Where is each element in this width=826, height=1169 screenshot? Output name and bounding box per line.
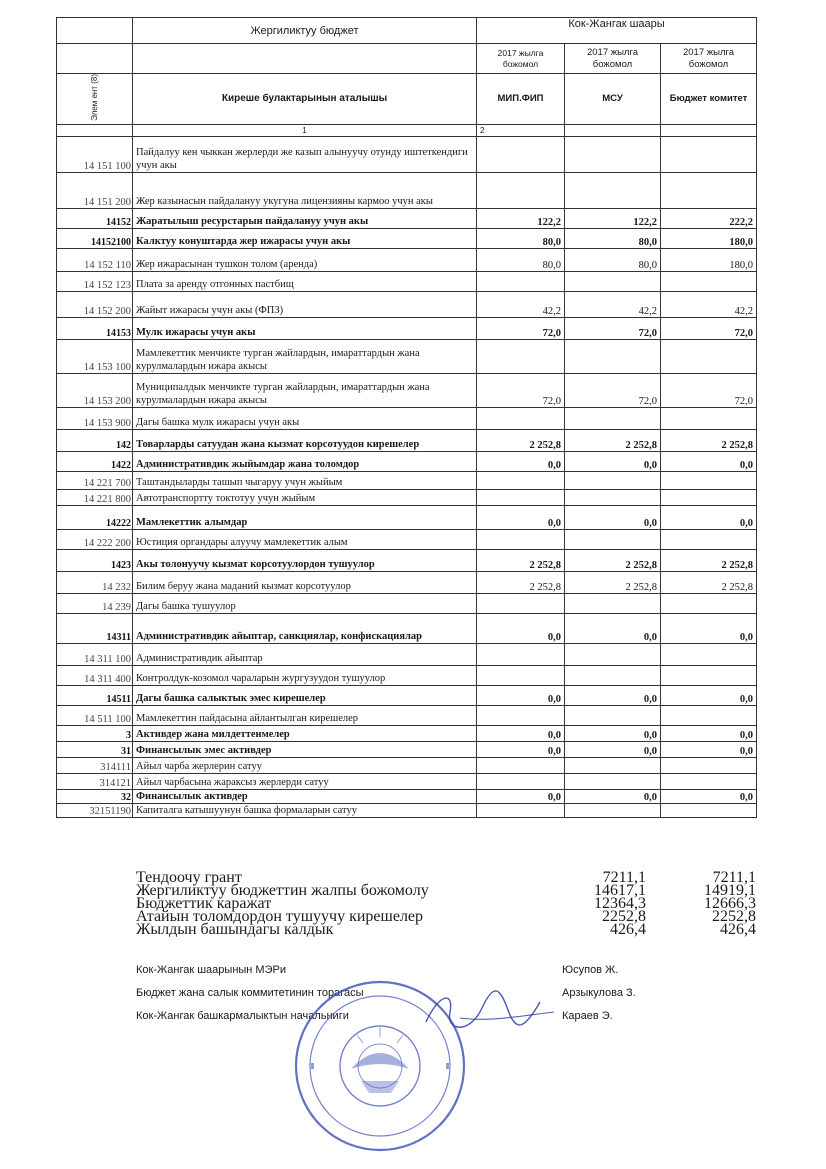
table-row <box>57 773 757 789</box>
row-value-msu: 2 252,8 <box>565 571 661 593</box>
row-value-msu <box>565 172 661 208</box>
blank-cell <box>565 124 661 136</box>
table-row <box>57 172 757 208</box>
row-code: 14152100 <box>57 228 133 248</box>
summary-value-committee: 12666,3 <box>704 895 756 912</box>
summary-label: Бюджеттик каражат <box>136 895 272 912</box>
table-row <box>57 489 757 505</box>
row-code: 14311 <box>57 613 133 643</box>
col2-year: 2017 жылга божомол <box>565 44 661 74</box>
row-code: 3 <box>57 725 133 741</box>
row-value-committee <box>661 773 757 789</box>
row-value-committee: 180,0 <box>661 228 757 248</box>
row-code: 14152 <box>57 208 133 228</box>
row-value-committee: 72,0 <box>661 373 757 407</box>
signatory-name: Арзыкулова З. <box>562 987 636 999</box>
row-value-msu <box>565 803 661 817</box>
blank-cell <box>133 44 477 74</box>
row-value-msu: 0,0 <box>565 789 661 803</box>
row-code: 14 311 400 <box>57 665 133 685</box>
row-value-mip: 42,2 <box>477 291 565 317</box>
row-value-committee <box>661 407 757 429</box>
table-row <box>57 373 757 407</box>
row-code: 14 153 200 <box>57 373 133 407</box>
element-code-label: Элем ент (8) <box>90 74 99 121</box>
row-value-msu <box>565 136 661 172</box>
element-code-header <box>57 74 133 125</box>
row-code: 14 153 100 <box>57 339 133 373</box>
row-value-msu <box>565 665 661 685</box>
row-name: Дагы башка салыктык эмес кирешелер <box>133 685 477 705</box>
row-value-msu: 80,0 <box>565 228 661 248</box>
summary-value-committee: 426,4 <box>720 921 756 938</box>
row-value-mip <box>477 773 565 789</box>
row-value-msu <box>565 489 661 505</box>
row-value-committee: 2 252,8 <box>661 571 757 593</box>
row-value-msu: 2 252,8 <box>565 549 661 571</box>
signatory-name: Караев Э. <box>562 1010 613 1022</box>
summary-row <box>80 869 756 886</box>
row-value-mip <box>477 643 565 665</box>
row-name: Дагы башка тушуулор <box>133 593 477 613</box>
row-code: 14 311 100 <box>57 643 133 665</box>
row-value-mip: 0,0 <box>477 505 565 529</box>
row-code: 32 <box>57 789 133 803</box>
row-value-msu <box>565 407 661 429</box>
col1-year: 2017 жылга божомол <box>477 44 565 74</box>
row-name: Контролдук-козомол чараларын жургузуудон тушуулор <box>133 665 477 685</box>
row-code: 14 152 123 <box>57 271 133 291</box>
budget-document <box>56 17 756 818</box>
row-value-mip <box>477 593 565 613</box>
row-value-msu: 72,0 <box>565 317 661 339</box>
table-row <box>57 613 757 643</box>
row-value-committee <box>661 339 757 373</box>
handwritten-signature <box>420 982 560 1042</box>
summary-row <box>80 908 756 925</box>
row-value-committee: 0,0 <box>661 789 757 803</box>
row-value-committee <box>661 271 757 291</box>
row-name: Дагы башка мулк ижарасы учун акы <box>133 407 477 429</box>
row-value-mip: 0,0 <box>477 741 565 757</box>
row-value-msu <box>565 705 661 725</box>
row-name: Пайдалуу кен чыккан жерлерди же казып алынуучу отунду иштеткендиги учун акы <box>133 136 477 172</box>
row-value-msu <box>565 339 661 373</box>
index-1: 1 <box>133 124 477 136</box>
table-row <box>57 291 757 317</box>
row-value-mip: 72,0 <box>477 373 565 407</box>
row-value-mip <box>477 172 565 208</box>
row-code: 14 511 100 <box>57 705 133 725</box>
summary-row <box>80 882 756 899</box>
row-code: 314111 <box>57 757 133 773</box>
row-value-mip: 72,0 <box>477 317 565 339</box>
summary-row <box>80 895 756 912</box>
row-value-committee: 72,0 <box>661 317 757 339</box>
row-value-mip <box>477 529 565 549</box>
row-value-msu: 72,0 <box>565 373 661 407</box>
row-value-committee: 222,2 <box>661 208 757 228</box>
signature-line <box>80 964 760 978</box>
row-code: 14 221 700 <box>57 471 133 489</box>
row-name: Административдик жыйымдар жана толомдор <box>133 451 477 471</box>
summary-value-committee: 7211,1 <box>712 869 756 886</box>
table-row <box>57 471 757 489</box>
element-header-blank <box>57 18 133 44</box>
row-value-committee: 2 252,8 <box>661 549 757 571</box>
row-value-mip: 80,0 <box>477 228 565 248</box>
signatory-name: Юсупов Ж. <box>562 964 619 976</box>
row-value-mip <box>477 489 565 505</box>
row-code: 14511 <box>57 685 133 705</box>
row-value-mip: 0,0 <box>477 613 565 643</box>
blank-cell <box>57 124 133 136</box>
row-code: 1422 <box>57 451 133 471</box>
row-value-committee: 42,2 <box>661 291 757 317</box>
table-row <box>57 339 757 373</box>
col-name-header: Киреше булактарынын аталышы <box>133 74 477 125</box>
row-value-mip <box>477 705 565 725</box>
row-value-msu <box>565 271 661 291</box>
summary-value-committee: 14919,1 <box>704 882 756 899</box>
signatory-role: Кок-Жангак шаарынын МЭРи <box>136 964 286 976</box>
row-code: 14 151 100 <box>57 136 133 172</box>
row-value-committee <box>661 803 757 817</box>
table-row <box>57 271 757 291</box>
row-value-mip: 0,0 <box>477 685 565 705</box>
row-value-msu <box>565 471 661 489</box>
row-name: Плата за аренду отгонных пастбищ <box>133 271 477 291</box>
row-value-mip <box>477 339 565 373</box>
summary-label: Жергиликтуу бюджеттин жалпы божомолу <box>136 882 429 899</box>
table-row <box>57 248 757 271</box>
row-value-msu <box>565 643 661 665</box>
row-value-mip <box>477 757 565 773</box>
row-name: Таштандыларды ташып чыгаруу учун жыйым <box>133 471 477 489</box>
row-name: Мамлекеттин пайдасына айлантылган кирешелер <box>133 705 477 725</box>
col3-year: 2017 жылга божомол <box>661 44 757 74</box>
row-name: Автотранспортту токтотуу учун жыйым <box>133 489 477 505</box>
table-row <box>57 803 757 817</box>
table-row <box>57 685 757 705</box>
row-name: Финансылык эмес активдер <box>133 741 477 757</box>
row-name: Акы толонуучу кызмат корсотуулордон тушуулор <box>133 549 477 571</box>
row-name: Административдик айыптар, санкциялар, конфискациялар <box>133 613 477 643</box>
table-row <box>57 571 757 593</box>
row-name: Жайыт ижарасы учун акы (ФПЗ) <box>133 291 477 317</box>
row-name: Мамлекеттик менчикте турган жайлардын, имараттардын жана курулмалардын ижара акысы <box>133 339 477 373</box>
row-code: 14 222 200 <box>57 529 133 549</box>
row-code: 14 152 110 <box>57 248 133 271</box>
signatory-role: Кок-Жангак башкармалыктын начальниги <box>136 1010 349 1022</box>
row-value-mip: 0,0 <box>477 789 565 803</box>
row-value-mip <box>477 471 565 489</box>
table-row <box>57 549 757 571</box>
row-value-committee: 0,0 <box>661 725 757 741</box>
city-title: Кок-Жангак шаары <box>477 18 757 44</box>
table-row <box>57 705 757 725</box>
row-value-committee <box>661 172 757 208</box>
budget-table <box>56 17 757 818</box>
row-value-mip: 2 252,8 <box>477 549 565 571</box>
row-code: 14 153 900 <box>57 407 133 429</box>
table-row <box>57 529 757 549</box>
row-name: Жаратылыш ресурстарын пайдалануу учун акы <box>133 208 477 228</box>
row-value-mip: 80,0 <box>477 248 565 271</box>
row-value-committee: 0,0 <box>661 685 757 705</box>
table-row <box>57 136 757 172</box>
row-value-committee: 0,0 <box>661 613 757 643</box>
col3-header: Бюджет комитет <box>661 74 757 125</box>
row-code: 14 152 200 <box>57 291 133 317</box>
summary-value-msu: 2252,8 <box>602 908 646 925</box>
row-name: Айыл чарба жерлерин сатуу <box>133 757 477 773</box>
row-value-mip: 2 252,8 <box>477 571 565 593</box>
row-name: Административдик айыптар <box>133 643 477 665</box>
summary-value-msu: 7211,1 <box>602 869 646 886</box>
row-name: Калктуу конуштарда жер ижарасы учун акы <box>133 228 477 248</box>
row-name: Активдер жана милдеттенмелер <box>133 725 477 741</box>
row-value-mip: 0,0 <box>477 725 565 741</box>
blank-cell <box>57 44 133 74</box>
table-row <box>57 451 757 471</box>
row-value-committee <box>661 643 757 665</box>
row-value-mip <box>477 271 565 291</box>
blank-cell <box>661 124 757 136</box>
row-value-msu: 0,0 <box>565 685 661 705</box>
row-code: 142 <box>57 429 133 451</box>
row-value-mip: 122,2 <box>477 208 565 228</box>
row-code: 14 239 <box>57 593 133 613</box>
row-name: Капиталга катышуунун башка формаларын сатуу <box>133 803 477 817</box>
table-row <box>57 505 757 529</box>
row-name: Финансылык активдер <box>133 789 477 803</box>
row-value-mip <box>477 803 565 817</box>
row-value-mip: 2 252,8 <box>477 429 565 451</box>
row-code: 1423 <box>57 549 133 571</box>
row-name: Муниципалдык менчикте турган жайлардын, имараттардын жана курулмалардын ижара акысы <box>133 373 477 407</box>
row-value-msu: 0,0 <box>565 451 661 471</box>
summary-value-msu: 14617,1 <box>594 882 646 899</box>
local-budget-title: Жергиликтуу бюджет <box>133 18 477 44</box>
row-name: Юстиция органдары алуучу мамлекеттик алым <box>133 529 477 549</box>
table-row <box>57 228 757 248</box>
row-value-msu: 0,0 <box>565 505 661 529</box>
col1-header: МИП.ФИП <box>477 74 565 125</box>
row-value-committee <box>661 665 757 685</box>
row-code: 14222 <box>57 505 133 529</box>
table-row <box>57 757 757 773</box>
table-row <box>57 725 757 741</box>
row-value-msu: 0,0 <box>565 741 661 757</box>
row-name: Жер казынасын пайдалануу укугуна лицензияны кармоо учун акы <box>133 172 477 208</box>
row-code: 14 232 <box>57 571 133 593</box>
row-code: 314121 <box>57 773 133 789</box>
table-row <box>57 643 757 665</box>
row-value-committee <box>661 136 757 172</box>
row-value-msu: 80,0 <box>565 248 661 271</box>
row-value-committee: 180,0 <box>661 248 757 271</box>
row-value-committee <box>661 489 757 505</box>
row-name: Билим беруу жана маданий кызмат корсотуулор <box>133 571 477 593</box>
index-2: 2 <box>477 124 565 136</box>
row-value-msu: 0,0 <box>565 613 661 643</box>
row-value-msu: 42,2 <box>565 291 661 317</box>
row-value-msu <box>565 529 661 549</box>
row-value-msu: 0,0 <box>565 725 661 741</box>
row-value-committee: 0,0 <box>661 505 757 529</box>
summary-value-msu: 426,4 <box>610 921 646 938</box>
summary-row <box>80 921 756 938</box>
row-value-mip <box>477 136 565 172</box>
table-row <box>57 429 757 451</box>
summary-label: Атайын толомдордон тушуучу кирешелер <box>136 908 424 925</box>
row-name: Товарларды сатуудан жана кызмат корсотуудон кирешелер <box>133 429 477 451</box>
row-value-msu <box>565 773 661 789</box>
table-row <box>57 789 757 803</box>
table-row <box>57 317 757 339</box>
row-value-committee <box>661 593 757 613</box>
table-row <box>57 407 757 429</box>
table-row <box>57 741 757 757</box>
row-value-committee <box>661 705 757 725</box>
row-value-msu <box>565 593 661 613</box>
row-name: Мамлекеттик алымдар <box>133 505 477 529</box>
row-value-committee: 2 252,8 <box>661 429 757 451</box>
table-row <box>57 665 757 685</box>
row-value-msu: 122,2 <box>565 208 661 228</box>
row-name: Айыл чарбасына жараксыз жерлерди сатуу <box>133 773 477 789</box>
row-code: 31 <box>57 741 133 757</box>
summary-value-committee: 2252,8 <box>712 908 756 925</box>
summary-label: Жылдын башындагы калдык <box>136 921 334 938</box>
summary-value-msu: 12364,3 <box>594 895 646 912</box>
row-value-mip <box>477 665 565 685</box>
row-value-committee <box>661 757 757 773</box>
row-code: 14153 <box>57 317 133 339</box>
row-value-committee <box>661 529 757 549</box>
row-code: 14 221 800 <box>57 489 133 505</box>
row-value-mip <box>477 407 565 429</box>
row-code: 32151190 <box>57 803 133 817</box>
table-row <box>57 593 757 613</box>
col2-header: МСУ <box>565 74 661 125</box>
row-value-committee <box>661 471 757 489</box>
row-name: Жер ижарасынан тушкон толом (аренда) <box>133 248 477 271</box>
row-value-mip: 0,0 <box>477 451 565 471</box>
summary-label: Тендоочу грант <box>136 869 242 886</box>
signatory-role: Бюджет жана салык коммитетинин торагасы <box>136 987 364 999</box>
row-name: Мулк ижарасы учун акы <box>133 317 477 339</box>
row-value-msu: 2 252,8 <box>565 429 661 451</box>
table-row <box>57 208 757 228</box>
row-value-committee: 0,0 <box>661 741 757 757</box>
row-code: 14 151 200 <box>57 172 133 208</box>
row-value-msu <box>565 757 661 773</box>
row-value-committee: 0,0 <box>661 451 757 471</box>
